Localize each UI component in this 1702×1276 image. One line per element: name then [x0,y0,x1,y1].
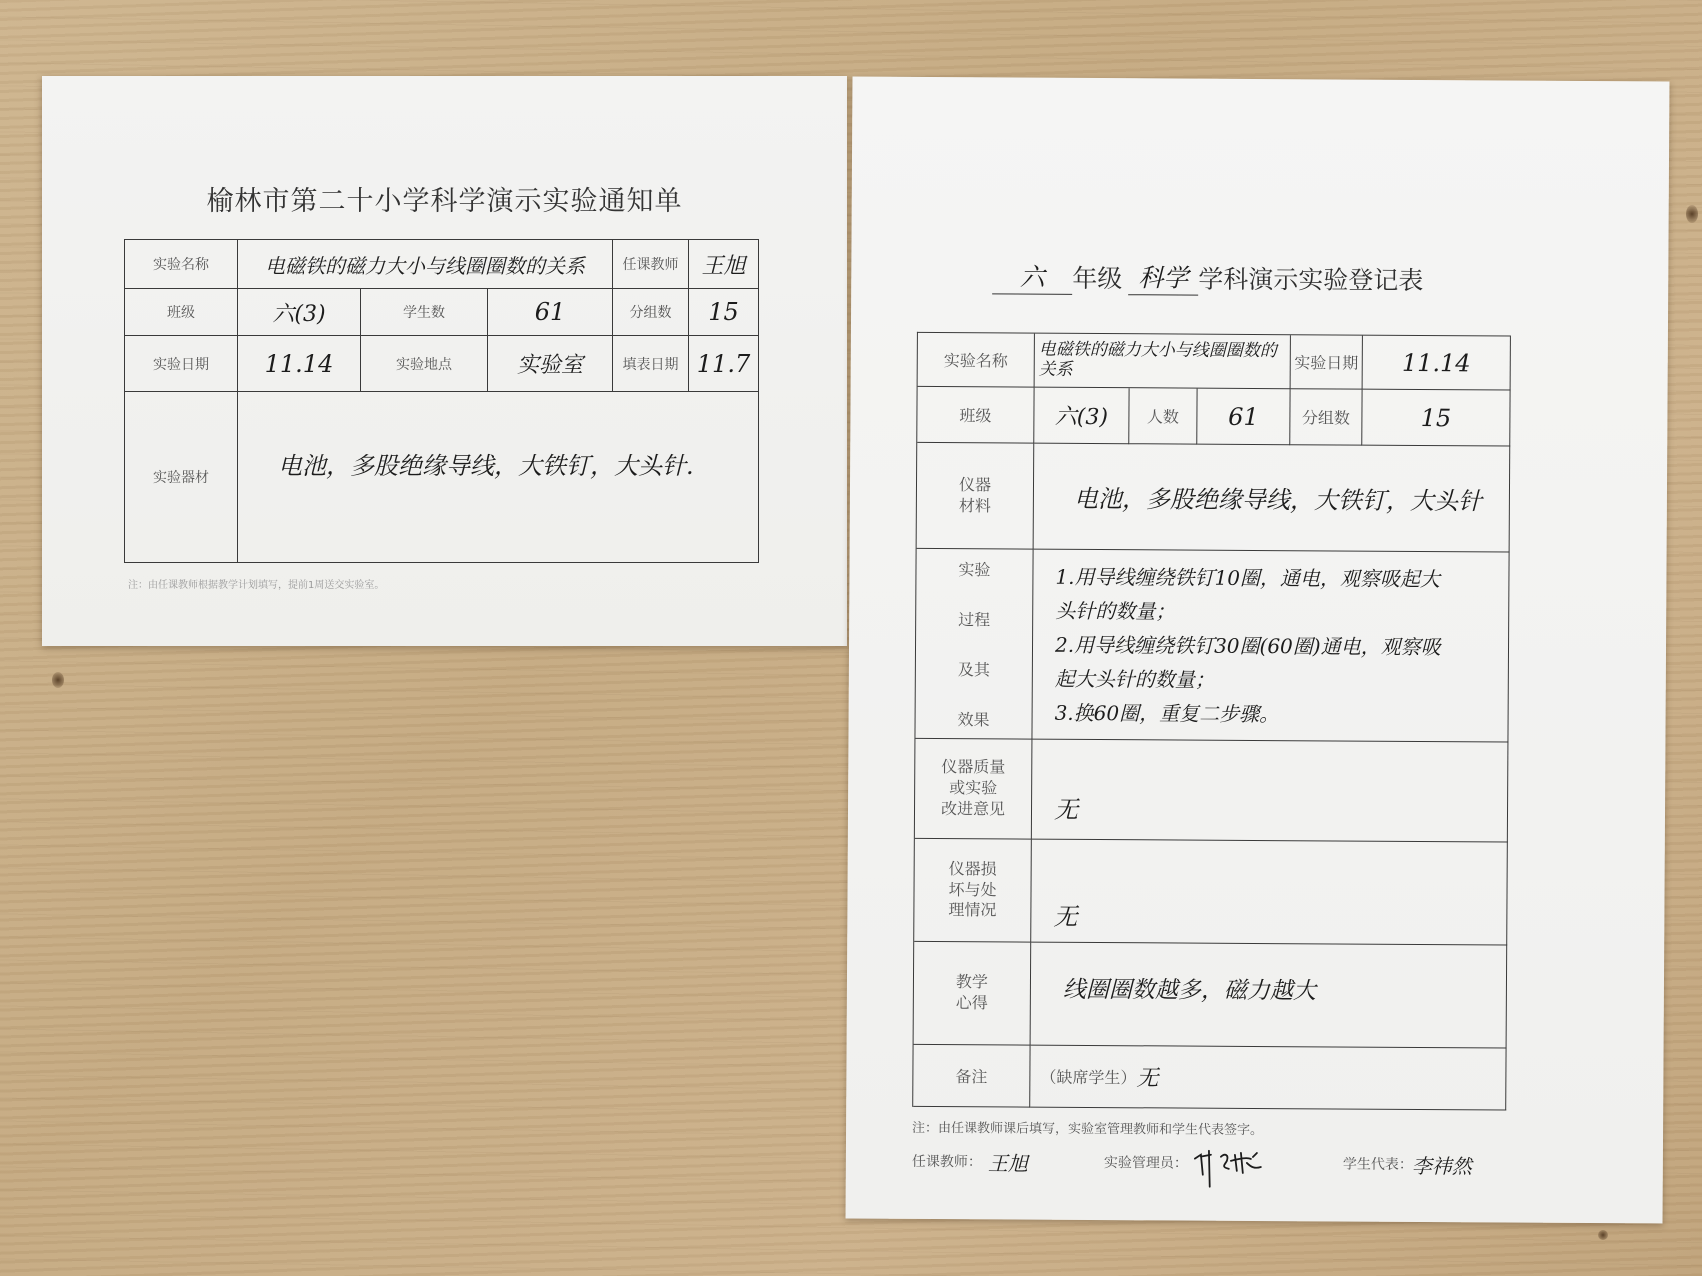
teacher-sign-label: 任课教师： [911,1153,982,1171]
admin-sign-label: 实验管理员： [1103,1155,1188,1172]
process-label [915,549,1033,740]
process-line: 头针的数量； [1055,598,1176,623]
materials-value: 电池，多股绝缘导线，大铁钉，大头针 [1034,444,1511,553]
damage-value: 无 [1031,840,1508,946]
location-value: 实验室 [488,336,613,392]
signature-row [846,1146,1663,1191]
people-value: 61 [1197,389,1290,446]
notice-form-table [124,239,759,563]
experiment-name-label: 实验名称 [918,333,1035,388]
equipment-label: 实验器材 [125,392,238,563]
group-count-label: 分组数 [613,289,689,336]
fill-date-label: 填表日期 [613,336,689,392]
location-label: 实验地点 [361,336,488,392]
group-count-value: 15 [689,289,759,336]
experiment-date-value: 11.14 [238,336,361,392]
reflection-value: 线圈圈数越多，磁力越大 [1031,943,1508,1049]
process-label-line: 实验 [958,560,991,580]
process-line: 3.换60圈，重复二步骤。 [1054,700,1280,726]
notice-form-paper [42,76,847,646]
wood-knot [1686,205,1698,223]
group-count-label: 分组数 [1290,389,1362,445]
process-label-line: 过程 [958,610,991,630]
notice-form-note: 注：由任课教师根据教学计划填写，提前1周送交实验室。 [128,580,385,591]
group-count-value: 15 [1362,390,1510,447]
remark-value [1030,1046,1506,1111]
reflection-label-line: 教学 [955,972,989,992]
admin-signature [1191,1145,1271,1189]
process-label-line: 及其 [957,660,990,680]
notice-form-title: 榆林市第二十小学科学演示实验通知单 [206,186,683,217]
student-count-value: 61 [488,289,613,336]
process-line: 起大头针的数量； [1054,666,1215,692]
equipment-value: 电池，多股绝缘导线，大铁钉，大头针. [238,392,759,563]
quality-label [915,739,1033,840]
class-label: 班级 [917,387,1034,444]
damage-label-line: 仪器损 [948,858,997,879]
process-line: 2.用导线缠绕铁钉30圈(60圈)通电，观察吸 [1054,632,1441,659]
damage-label-line: 理情况 [948,900,997,920]
student-count-label: 学生数 [361,289,488,336]
grade-blank: 六 [992,257,1072,294]
reflection-label-line: 心得 [955,993,988,1013]
teacher-label: 任课教师 [613,240,689,289]
student-sign-label: 学生代表： [1342,1156,1413,1173]
remark-label: 备注 [913,1045,1030,1108]
quality-value: 无 [1032,740,1509,843]
process-label-line: 效果 [957,710,990,730]
record-form-note: 注：由任课教师课后填写，实验室管理教师和学生代表签字。 [912,1120,1264,1139]
process-value [1032,550,1509,743]
experiment-name-value: 电磁铁的磁力大小与线圈圈数的关系 [1035,334,1291,390]
grade-suffix: 年级 [1072,263,1123,294]
people-label: 人数 [1129,388,1197,444]
student-signature: 李祎然 [1411,1153,1472,1179]
subject-blank: 科学 [1128,258,1198,295]
class-value: 六(3) [1034,388,1129,445]
process-line: 1.用导线缠绕铁钉10圈，通电，观察吸起大 [1055,564,1441,591]
materials-label-line: 仪器 [958,474,992,495]
record-form-table [912,332,1511,1111]
teacher-signature: 王旭 [987,1151,1028,1176]
experiment-date-label: 实验日期 [125,336,238,392]
experiment-date-label: 实验日期 [1291,335,1363,389]
wood-knot [1598,1230,1608,1240]
teacher-value: 王旭 [689,240,759,289]
experiment-date-value: 11.14 [1363,336,1511,391]
title-suffix: 学科演示实验登记表 [1198,264,1424,296]
wood-knot [52,672,64,688]
quality-label-line: 仪器质量 [941,757,1006,777]
remark-text: 无 [1136,1066,1159,1092]
materials-label-line: 材料 [958,495,991,515]
reflection-label [914,942,1032,1046]
experiment-name-label: 实验名称 [125,240,238,289]
remark-prefix: （缺席学生） [1040,1067,1137,1088]
damage-label [914,839,1032,943]
class-label: 班级 [125,289,238,336]
class-value: 六(3) [238,289,361,336]
quality-label-line: 或实验 [949,778,998,798]
materials-label [917,443,1035,550]
record-form-title [992,257,1423,297]
record-form-paper [846,77,1670,1224]
damage-label-line: 坏与处 [948,879,997,900]
quality-label-line: 改进意见 [940,798,1006,819]
fill-date-value: 11.7 [689,336,759,392]
experiment-name-value: 电磁铁的磁力大小与线圈圈数的关系 [238,240,613,289]
